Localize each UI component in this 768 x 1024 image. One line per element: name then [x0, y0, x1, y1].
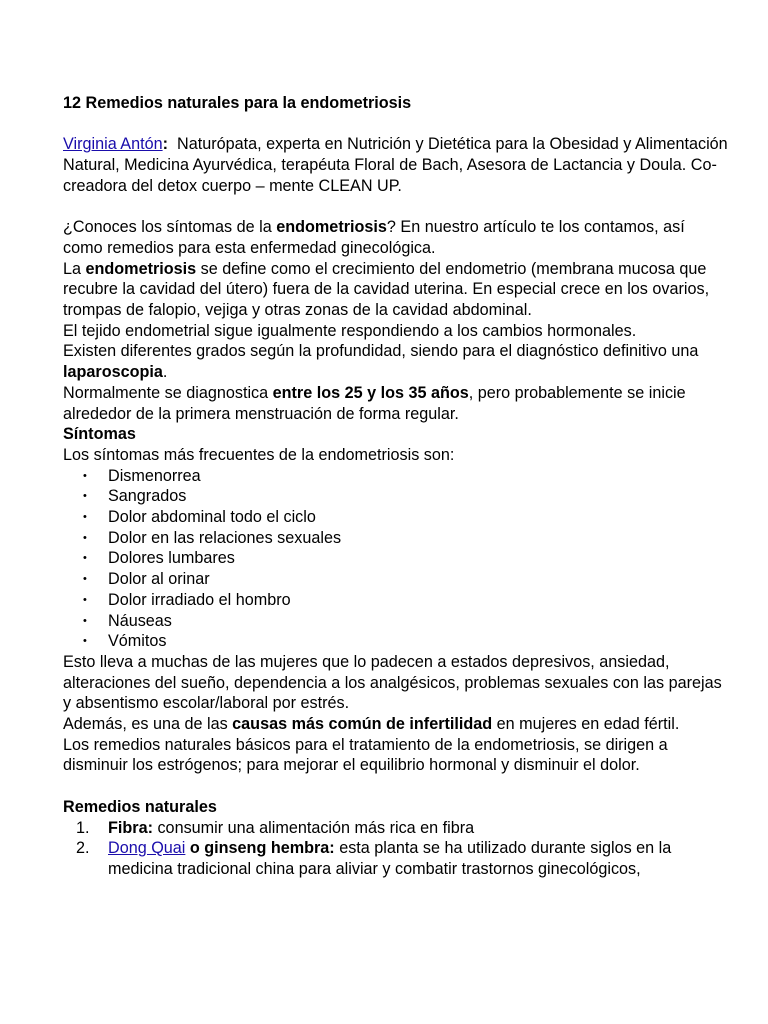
list-number: 2.: [76, 839, 90, 858]
bullet-icon: •: [83, 469, 87, 482]
list-item-text: Dolor irradiado el hombro: [108, 590, 291, 609]
intro-paragraph-3: El tejido endometrial sigue igualmente respondiendo a los cambios hormonales.: [63, 321, 637, 340]
list-item: [63, 528, 728, 549]
list-item-text: Dolor al orinar: [108, 570, 210, 589]
intro-paragraph-5: [63, 383, 728, 424]
intro-paragraph-1: [63, 217, 728, 258]
author-colon: :: [162, 135, 168, 154]
intro-bold: endometriosis: [276, 218, 387, 237]
remedy-name: o ginseng hembra:: [185, 839, 335, 858]
bullet-icon: •: [83, 614, 87, 627]
list-item: [63, 466, 728, 487]
author-link[interactable]: Virginia Antón: [63, 135, 163, 154]
intro-text: Normalmente se diagnostica: [63, 383, 273, 402]
body-text: en mujeres en edad fértil.: [492, 715, 680, 734]
intro-text: La: [63, 259, 86, 278]
symptoms-heading: [63, 424, 728, 445]
document-title: 12 Remedios naturales para la endometriosis: [63, 94, 412, 112]
list-item-text: Náuseas: [108, 611, 172, 630]
intro-text: Existen diferentes grados según la profundidad, siendo para el diagnóstico definitivo una: [63, 342, 699, 361]
list-item: [63, 611, 728, 632]
intro-paragraph-4: [63, 341, 728, 382]
bullet-icon: •: [83, 635, 87, 648]
author-bio: Naturópata, experta en Nutrición y Dietética para la Obesidad y Alimentación Natural, Medicina Ayurvédica, terapéuta Floral de Bach, Asesora de Lactancia y Doula. Co-creadora del detox cuerpo – mente CLEAN UP.: [63, 135, 728, 195]
list-item: [63, 818, 728, 839]
bullet-icon: •: [83, 593, 87, 606]
remedy-name: Fibra:: [108, 818, 153, 837]
bullet-icon: •: [83, 511, 87, 524]
body-bold: causas más común de infertilidad: [232, 715, 493, 734]
dong-quai-link[interactable]: Dong Quai: [108, 839, 186, 858]
remedies-heading-text: Remedios naturales: [63, 797, 217, 816]
remedies-list: [63, 818, 728, 880]
intro-paragraph-2: [63, 259, 728, 321]
treatment-paragraph: Los remedios naturales básicos para el tratamiento de la endometriosis, se dirigen a disminuir los estrógenos; para mejorar el equilibrio hormonal y disminuir el dolor.: [63, 735, 668, 775]
bullet-icon: •: [83, 490, 87, 503]
list-item: [63, 590, 728, 611]
intro-text: ? En nuestro artículo te los contamos, así como remedios para esta enfermedad ginecológica.: [63, 218, 685, 257]
bullet-icon: •: [83, 552, 87, 565]
infertility-paragraph: [63, 714, 728, 735]
author-paragraph: [63, 134, 728, 196]
remedy-text: consumir una alimentación más rica en fibra: [152, 818, 475, 837]
remedies-heading: [63, 797, 728, 818]
intro-bold: entre los 25 y los 35 años: [272, 383, 469, 402]
list-item-text: Dismenorrea: [108, 466, 201, 485]
list-item-text: Dolor abdominal todo el ciclo: [108, 508, 316, 527]
intro-bold: endometriosis: [85, 259, 197, 278]
list-item: [63, 838, 728, 879]
intro-text: se define como el crecimiento del endometrio (membrana mucosa que recubre la cavidad del útero) fuera de la cavidad uterina. En especial crece en los ovarios, trompas de falopio, vejiga y otras zonas de la cavidad abdominal.: [63, 259, 710, 319]
remedy-text: esta planta se ha utilizado durante siglos en la medicina tradicional china para aliviar y combatir trastornos ginecológicos,: [108, 839, 672, 878]
bullet-icon: •: [83, 531, 87, 544]
list-item: [63, 631, 728, 652]
intro-text: ¿Conoces los síntomas de la: [63, 218, 277, 237]
intro-text: .: [162, 363, 168, 382]
body-text: Además, es una de las: [63, 715, 233, 734]
bullet-icon: •: [83, 573, 87, 586]
symptoms-heading-text: Síntomas: [63, 425, 136, 444]
list-item-text: Dolores lumbares: [108, 549, 235, 568]
list-number: 1.: [76, 818, 90, 837]
list-item-text: Dolor en las relaciones sexuales: [108, 528, 342, 547]
consequences-paragraph: Esto lleva a muchas de las mujeres que lo padecen a estados depresivos, ansiedad, alteraciones del sueño, dependencia a los analgésicos, problemas sexuales con las parejas y absentismo escolar/laboral por estrés.: [63, 652, 722, 713]
list-item-text: Sangrados: [108, 487, 187, 506]
symptoms-lead: Los síntomas más frecuentes de la endometriosis son:: [63, 445, 455, 464]
list-item: [63, 507, 728, 528]
intro-text: , pero probablemente se inicie alrededor de la primera menstruación de forma regular.: [63, 383, 686, 423]
list-item: [63, 486, 728, 507]
symptoms-list: [63, 466, 728, 652]
intro-bold: laparoscopia: [63, 363, 163, 382]
list-item: [63, 548, 728, 569]
list-item: [63, 569, 728, 590]
list-item-text: Vómitos: [108, 632, 167, 651]
